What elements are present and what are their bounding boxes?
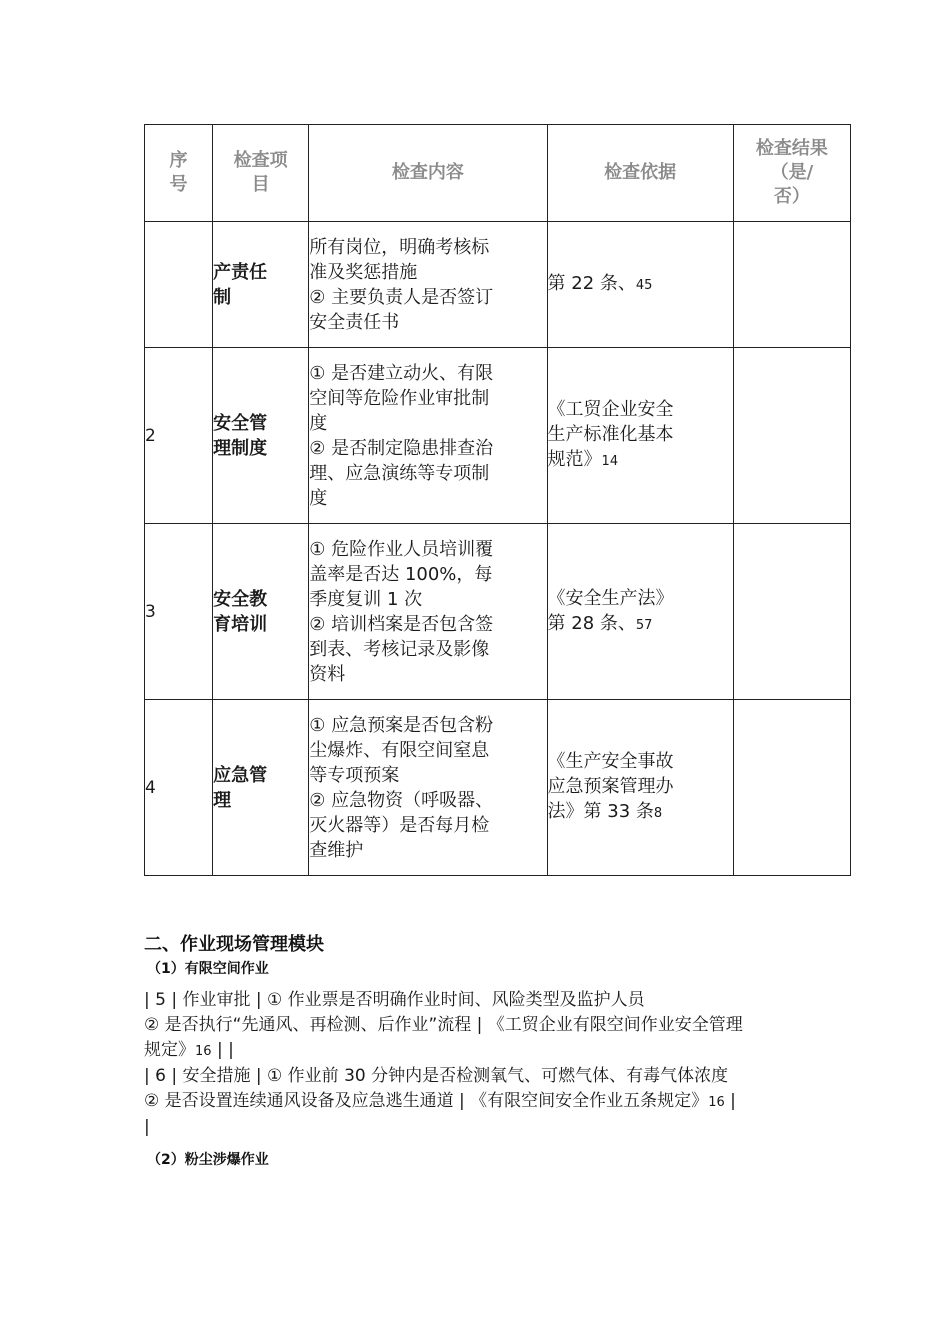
header-result-line1: 检查结果 (755, 138, 828, 159)
header-content (309, 125, 547, 222)
table-row (145, 524, 851, 700)
header-content-text: 检查内容 (391, 162, 464, 183)
content-line: 灭火器等）是否每月检 (309, 814, 490, 836)
paragraph-line (144, 1089, 824, 1115)
basis-line: 《安全生产法》 (547, 587, 674, 609)
header-item-line2: 目 (251, 174, 270, 195)
paragraph-line: | (144, 1117, 150, 1137)
content-line: ② 培训档案是否包含签 (309, 613, 494, 635)
header-item-line1: 检查项 (233, 150, 288, 171)
content-line: 季度复训 1 次 (309, 588, 423, 610)
basis-line: 《工贸企业安全 (547, 399, 674, 420)
content-line: ① 是否建立动火、有限 (309, 362, 494, 384)
cell-content (309, 348, 547, 524)
cell-item (213, 524, 309, 700)
cell-seq: 3 (145, 524, 213, 700)
content-line: 盖率是否达 100%，每 (309, 563, 493, 585)
table-row (145, 700, 851, 876)
content-line: ② 应急物资（呼吸器、 (309, 789, 494, 811)
cell-basis (547, 222, 733, 348)
table-row (145, 348, 851, 524)
content-line: 到表、考核记录及影像 (309, 638, 490, 660)
header-seq-line1: 序 (169, 150, 188, 171)
subsection-title-dust-explosion: （2）粉尘涉爆作业 (147, 1152, 269, 1168)
cell-basis (547, 524, 733, 700)
cell-basis (547, 700, 733, 876)
basis-line: 第 28 条、 (547, 612, 636, 634)
header-result-line2: （是/ (770, 162, 814, 183)
line-text: ② 是否设置连续通风设备及应急逃生通道 | 《有限空间安全作业五条规定》 (144, 1091, 709, 1111)
paragraph-line: ② 是否执行“先通风、再检测、后作业”流程 | 《工贸企业有限空间作业安全管理 (144, 1015, 743, 1035)
content-line: ② 主要负责人是否签订 (309, 286, 494, 308)
content-line: 资料 (309, 663, 346, 685)
content-line: 查维护 (309, 839, 364, 861)
cell-seq: 2 (145, 348, 213, 524)
ref-number: 16 (708, 1095, 725, 1110)
ref-number: 16 (195, 1044, 212, 1059)
content-line: 准及奖惩措施 (309, 261, 418, 283)
cell-content (309, 700, 547, 876)
cell-item (213, 348, 309, 524)
item-line: 理制度 (213, 437, 268, 459)
content-line: ① 应急预案是否包含粉 (309, 714, 494, 736)
safety-checklist-table (144, 124, 851, 876)
line-tail: | | (211, 1040, 234, 1060)
paragraph-line: | 6 | 安全措施 | ① 作业前 30 分钟内是否检测氧气、可燃气体、有毒气体浓度 (144, 1066, 729, 1086)
header-seq (145, 125, 213, 222)
confined-space-paragraph (144, 988, 824, 1140)
section-title: 二、作业现场管理模块 (144, 934, 324, 955)
content-line: 安全责任书 (309, 311, 400, 333)
paragraph-line (144, 1038, 824, 1064)
basis-line: 法》第 33 条 (547, 801, 654, 822)
item-line: 应急管 (213, 764, 268, 786)
paragraph-line: | 5 | 作业审批 | ① 作业票是否明确作业时间、风险类型及监护人员 (144, 990, 645, 1010)
header-item (213, 125, 309, 222)
item-line: 制 (213, 286, 232, 308)
basis-line: 应急预案管理办 (547, 776, 674, 797)
line-text: 规定》 (144, 1040, 195, 1060)
basis-line: 生产标准化基本 (547, 424, 674, 445)
item-line: 理 (213, 789, 232, 811)
item-line: 安全管 (213, 412, 268, 434)
content-line: 所有岗位，明确考核标 (309, 236, 490, 258)
content-line: 理、应急演练等专项制 (309, 462, 490, 484)
subsection-title-confined-space: （1）有限空间作业 (147, 961, 269, 977)
cell-seq (145, 222, 213, 348)
cell-seq: 4 (145, 700, 213, 876)
header-seq-line2: 号 (169, 174, 188, 195)
item-line: 育培训 (213, 613, 268, 635)
cell-result (733, 524, 850, 700)
basis-line: 第 22 条、 (547, 273, 636, 294)
content-line: 度 (309, 487, 328, 509)
content-line: 空间等危险作业审批制 (309, 387, 490, 409)
table-header-row (145, 125, 851, 222)
header-result (733, 125, 850, 222)
header-basis (547, 125, 733, 222)
item-line: 产责任 (213, 261, 268, 283)
cell-result (733, 222, 850, 348)
basis-ref-number: 14 (601, 454, 619, 469)
basis-line: 《生产安全事故 (547, 751, 674, 772)
line-tail: | (724, 1091, 736, 1111)
basis-ref-number: 8 (653, 806, 663, 821)
item-line: 安全教 (213, 588, 268, 610)
cell-basis (547, 348, 733, 524)
content-line: ① 危险作业人员培训覆 (309, 538, 494, 560)
content-line: 等专项预案 (309, 764, 400, 786)
cell-result (733, 348, 850, 524)
cell-item (213, 700, 309, 876)
cell-result (733, 700, 850, 876)
cell-content (309, 524, 547, 700)
header-basis-text: 检查依据 (604, 162, 677, 183)
content-line: ② 是否制定隐患排查治 (309, 437, 494, 459)
cell-content (309, 222, 547, 348)
table-row (145, 222, 851, 348)
content-line: 尘爆炸、有限空间窒息 (309, 739, 490, 761)
content-line: 度 (309, 412, 328, 434)
basis-ref-number: 45 (635, 278, 653, 293)
cell-item (213, 222, 309, 348)
basis-line: 规范》 (547, 449, 602, 470)
basis-ref-number: 57 (635, 617, 653, 633)
header-result-line3: 否） (773, 186, 810, 207)
